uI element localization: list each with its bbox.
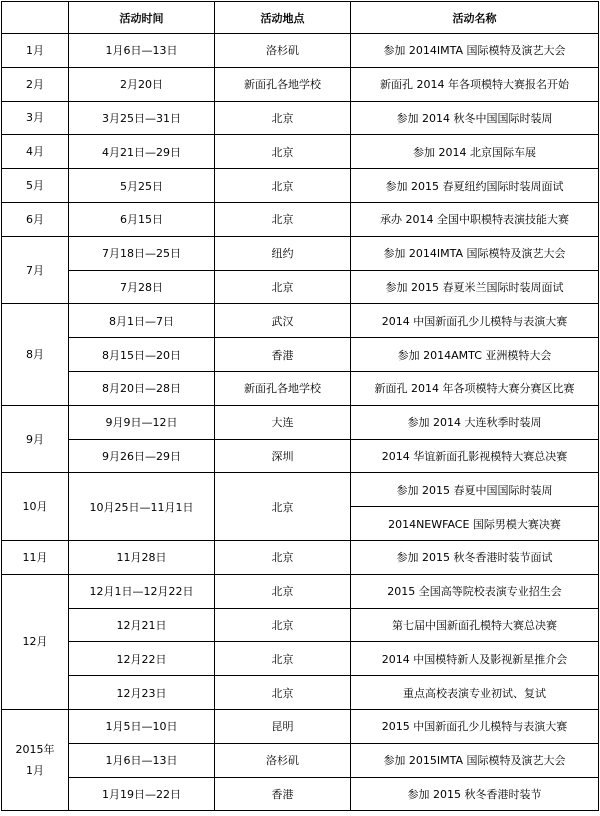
activity-name-cell: 参加 2015 秋冬香港时装节: [351, 777, 599, 811]
place-cell: 昆明: [215, 709, 351, 743]
table-row: [2, 574, 599, 608]
activity-name-cell: 参加 2015 秋冬香港时装节面试: [351, 540, 599, 574]
table-row: [2, 169, 599, 203]
place-cell: 香港: [215, 777, 351, 811]
activity-name-cell: 2014 华谊新面孔影视模特大赛总决赛: [351, 439, 599, 473]
activity-name-cell: 参加 2014AMTC 亚洲模特大会: [351, 338, 599, 372]
place-cell: 北京: [215, 169, 351, 203]
table-row: [2, 642, 599, 676]
activity-name-cell: 2014 中国模特新人及影视新星推介会: [351, 642, 599, 676]
activity-name-cell: 参加 2014 大连秋季时装周: [351, 405, 599, 439]
table-row: [2, 473, 599, 507]
time-cell: 12月21日: [69, 608, 215, 642]
time-cell: 1月5日—10日: [69, 709, 215, 743]
table-row: [2, 34, 599, 68]
month-cell: 3月: [2, 101, 69, 135]
table-row: [2, 676, 599, 710]
table-row: [2, 236, 599, 270]
header-place: 活动地点: [215, 2, 351, 34]
place-cell: 北京: [215, 608, 351, 642]
time-cell: 3月25日—31日: [69, 101, 215, 135]
activity-name-cell: 参加 2015IMTA 国际模特及演艺大会: [351, 743, 599, 777]
activity-name-cell: 参加 2015 春夏纽约国际时装周面试: [351, 169, 599, 203]
time-cell: 10月25日—11月1日: [69, 473, 215, 541]
activity-name-cell: 重点高校表演专业初试、复试: [351, 676, 599, 710]
place-cell: 大连: [215, 405, 351, 439]
table-row: [2, 439, 599, 473]
table-row: [2, 101, 599, 135]
table-row: [2, 304, 599, 338]
activity-schedule-table: [1, 1, 599, 811]
month-cell: 6月: [2, 202, 69, 236]
activity-name-cell: 第七届中国新面孔模特大赛总决赛: [351, 608, 599, 642]
place-cell: 深圳: [215, 439, 351, 473]
header-month: [2, 2, 69, 34]
time-cell: 9月9日—12日: [69, 405, 215, 439]
month-cell: 12月: [2, 574, 69, 709]
place-cell: 新面孔各地学校: [215, 371, 351, 405]
time-cell: 4月21日—29日: [69, 135, 215, 169]
time-cell: 11月28日: [69, 540, 215, 574]
activity-name-cell: 参加 2014IMTA 国际模特及演艺大会: [351, 34, 599, 68]
time-cell: 2月20日: [69, 67, 215, 101]
place-cell: 北京: [215, 270, 351, 304]
time-cell: 1月19日—22日: [69, 777, 215, 811]
header-name: 活动名称: [351, 2, 599, 34]
month-cell: 5月: [2, 169, 69, 203]
table-row: [2, 777, 599, 811]
place-cell: 北京: [215, 642, 351, 676]
activity-name-cell: 2015 中国新面孔少儿模特与表演大赛: [351, 709, 599, 743]
time-cell: 1月6日—13日: [69, 34, 215, 68]
place-cell: 洛杉矶: [215, 34, 351, 68]
table-row: [2, 371, 599, 405]
table-row: [2, 202, 599, 236]
activity-name-cell: 新面孔 2014 年各项模特大赛分赛区比赛: [351, 371, 599, 405]
table-row: [2, 709, 599, 743]
time-cell: 7月18日—25日: [69, 236, 215, 270]
time-cell: 8月20日—28日: [69, 371, 215, 405]
activity-name-cell: 参加 2014 北京国际车展: [351, 135, 599, 169]
table-row: [2, 743, 599, 777]
time-cell: 12月23日: [69, 676, 215, 710]
place-cell: 北京: [215, 540, 351, 574]
table-row: [2, 540, 599, 574]
time-cell: 5月25日: [69, 169, 215, 203]
activity-name-cell: 2014 中国新面孔少儿模特与表演大赛: [351, 304, 599, 338]
place-cell: 纽约: [215, 236, 351, 270]
place-cell: 新面孔各地学校: [215, 67, 351, 101]
table-row: [2, 338, 599, 372]
activity-name-cell: 2014NEWFACE 国际男模大赛决赛: [351, 507, 599, 541]
activity-name-cell: 承办 2014 全国中职模特表演技能大赛: [351, 202, 599, 236]
month-cell: 9月: [2, 405, 69, 473]
activity-name-cell: 参加 2014IMTA 国际模特及演艺大会: [351, 236, 599, 270]
time-cell: 1月6日—13日: [69, 743, 215, 777]
place-cell: 北京: [215, 574, 351, 608]
table-row: [2, 608, 599, 642]
time-cell: 8月1日—7日: [69, 304, 215, 338]
time-cell: 6月15日: [69, 202, 215, 236]
time-cell: 12月22日: [69, 642, 215, 676]
place-cell: 北京: [215, 101, 351, 135]
header-time: 活动时间: [69, 2, 215, 34]
place-cell: 洛杉矶: [215, 743, 351, 777]
time-cell: 8月15日—20日: [69, 338, 215, 372]
activity-name-cell: 新面孔 2014 年各项模特大赛报名开始: [351, 67, 599, 101]
header-row: [2, 2, 599, 34]
table-row: [2, 135, 599, 169]
activity-name-cell: 参加 2014 秋冬中国国际时装周: [351, 101, 599, 135]
month-cell: 8月: [2, 304, 69, 405]
month-cell: 4月: [2, 135, 69, 169]
activity-name-cell: 参加 2015 春夏中国国际时装周: [351, 473, 599, 507]
place-cell: 北京: [215, 473, 351, 541]
place-cell: 北京: [215, 202, 351, 236]
table-row: [2, 405, 599, 439]
time-cell: 7月28日: [69, 270, 215, 304]
activity-name-cell: 2015 全国高等院校表演专业招生会: [351, 574, 599, 608]
table-row: [2, 67, 599, 101]
place-cell: 香港: [215, 338, 351, 372]
place-cell: 武汉: [215, 304, 351, 338]
month-cell: 1月: [2, 34, 69, 68]
activity-name-cell: 参加 2015 春夏米兰国际时装周面试: [351, 270, 599, 304]
time-cell: 12月1日—12月22日: [69, 574, 215, 608]
month-cell: 2月: [2, 67, 69, 101]
month-cell: 2015年 1月: [2, 709, 69, 810]
month-cell: 7月: [2, 236, 69, 304]
place-cell: 北京: [215, 135, 351, 169]
month-cell: 10月: [2, 473, 69, 541]
table-row: [2, 270, 599, 304]
place-cell: 北京: [215, 676, 351, 710]
month-cell: 11月: [2, 540, 69, 574]
time-cell: 9月26日—29日: [69, 439, 215, 473]
schedule-body: [2, 34, 599, 811]
